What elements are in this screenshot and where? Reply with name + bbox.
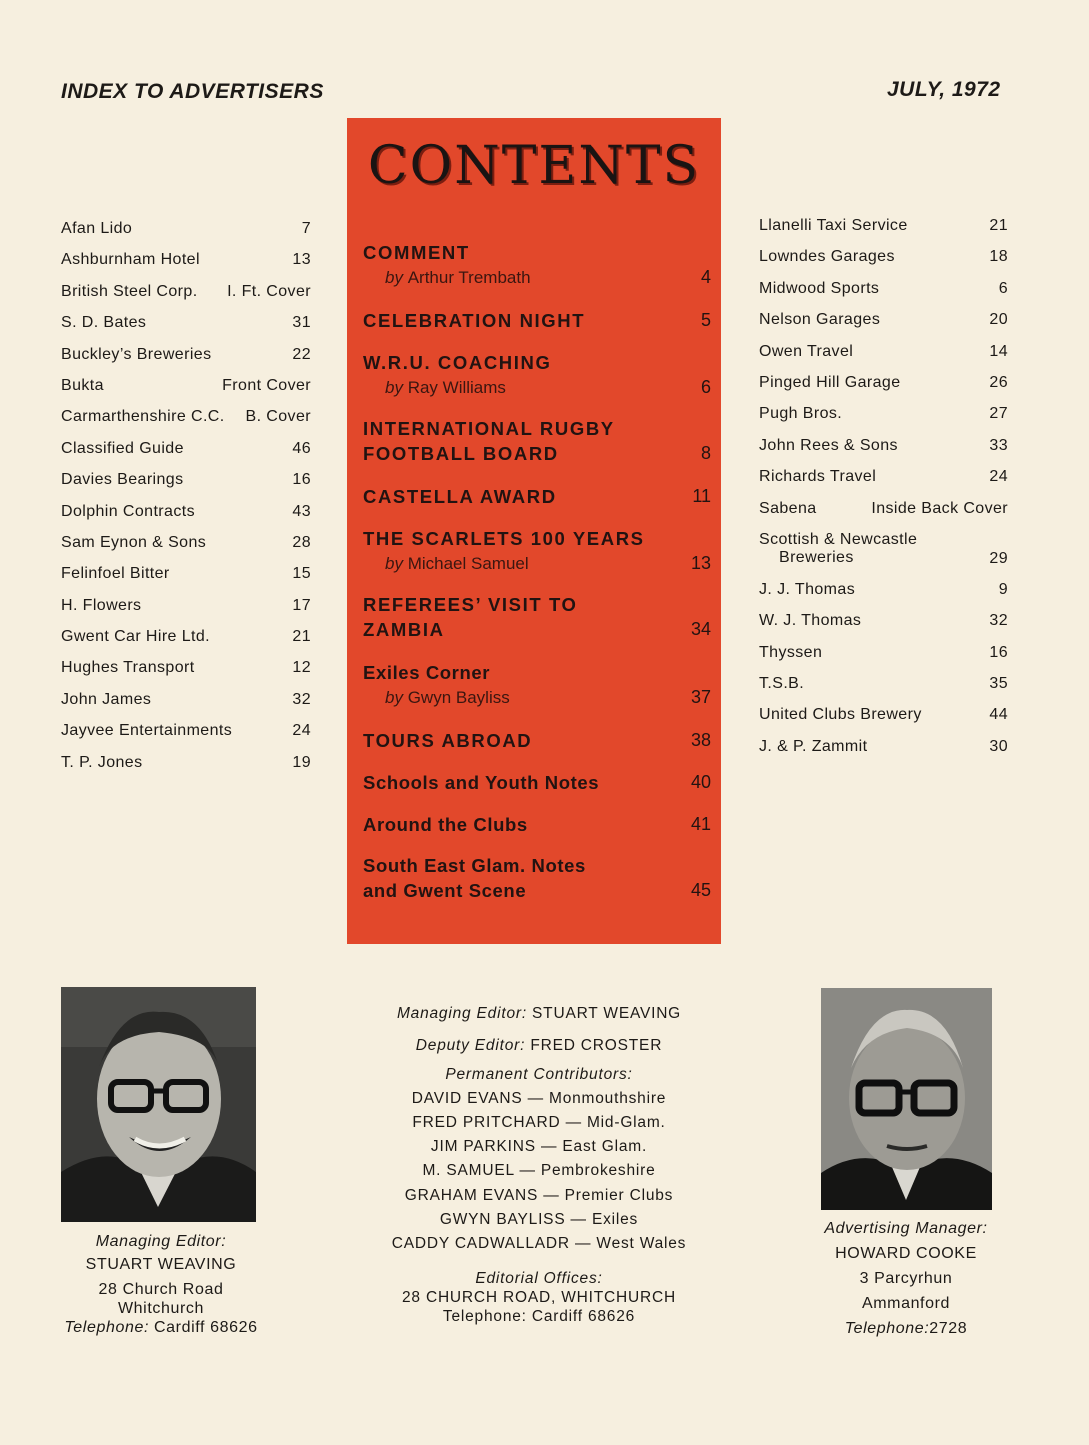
advertiser-page: 28 xyxy=(292,533,311,551)
advertiser-name: Bukta xyxy=(61,376,104,394)
advertiser-row xyxy=(759,612,1008,643)
advertiser-page: 44 xyxy=(989,706,1008,724)
contributors-list xyxy=(357,1087,721,1257)
contributor-line: GWYN BAYLISS — Exiles xyxy=(439,1210,639,1228)
contents-item xyxy=(363,416,711,466)
advertiser-row xyxy=(759,738,1008,769)
contents-item-byline xyxy=(363,551,711,576)
advertiser-list-left xyxy=(61,220,311,785)
contributor-line: GRAHAM EVANS — Premier Clubs xyxy=(404,1186,674,1204)
contents-item xyxy=(363,812,711,837)
contributor-line: DAVID EVANS — Monmouthshire xyxy=(411,1089,667,1107)
contributor-line: JIM PARKINS — East Glam. xyxy=(430,1138,648,1156)
advertiser-name: Carmarthenshire C.C. xyxy=(61,408,225,426)
advertiser-row xyxy=(759,437,1008,468)
advertiser-name: S. D. Bates xyxy=(61,314,147,332)
advertiser-name: Dolphin Contracts xyxy=(61,502,195,520)
contents-panel xyxy=(347,118,721,944)
advertiser-row xyxy=(61,283,311,314)
contents-item-title: W.R.U. COACHING xyxy=(363,352,552,373)
contents-item xyxy=(363,728,711,753)
advertiser-row xyxy=(759,280,1008,311)
advertiser-page: 13 xyxy=(292,251,311,269)
contents-item-byline xyxy=(363,375,711,400)
advertiser-name: Nelson Garages xyxy=(759,311,881,329)
contents-item-title: TOURS ABROAD xyxy=(363,730,533,751)
advertiser-name: Felinfoel Bitter xyxy=(61,565,170,583)
advertiser-name: Lowndes Garages xyxy=(759,248,895,266)
advertiser-row xyxy=(61,691,311,722)
advertiser-page: 32 xyxy=(292,690,311,708)
advertiser-row xyxy=(61,408,311,439)
advertiser-name: British Steel Corp. xyxy=(61,282,198,300)
advertiser-page: 21 xyxy=(989,217,1008,234)
advertiser-row xyxy=(759,248,1008,279)
left-caption-role: Managing Editor: xyxy=(95,1233,227,1250)
managing-editor-name: STUART WEAVING xyxy=(532,1005,682,1022)
contents-item-page: 41 xyxy=(690,814,711,834)
advertiser-page: 19 xyxy=(292,753,311,771)
advertiser-name: Afan Lido xyxy=(61,220,133,237)
advertiser-row xyxy=(759,343,1008,374)
advertiser-page: 33 xyxy=(989,436,1008,454)
advertiser-row xyxy=(759,374,1008,405)
advertiser-row xyxy=(61,440,311,471)
contents-item-title: South East Glam. Notes xyxy=(363,855,586,876)
contents-item xyxy=(363,592,711,642)
advertiser-page: B. Cover xyxy=(245,408,311,426)
advertiser-page: 17 xyxy=(292,596,311,614)
advertiser-row xyxy=(61,251,311,282)
advertiser-page: 21 xyxy=(292,628,311,646)
advertiser-name: T. P. Jones xyxy=(61,753,143,771)
advertiser-row xyxy=(759,644,1008,675)
contributor-line: FRED PRITCHARD — Mid-Glam. xyxy=(412,1113,666,1131)
advertising-manager-photo xyxy=(821,988,992,1210)
advertiser-row xyxy=(759,581,1008,612)
contents-item-title: INTERNATIONAL RUGBY xyxy=(363,418,615,439)
advertiser-row xyxy=(759,405,1008,436)
advertiser-name: Davies Bearings xyxy=(61,471,184,489)
advertiser-name: United Clubs Brewery xyxy=(759,706,922,724)
contents-item-page: 4 xyxy=(700,267,711,287)
advertiser-page: 32 xyxy=(989,612,1008,630)
right-caption-address1: 3 Parcyrhun xyxy=(859,1270,953,1287)
editorial-credits xyxy=(357,1002,721,1326)
contents-item-page: 13 xyxy=(690,553,711,573)
advertiser-row xyxy=(61,346,311,377)
contents-item-page: 6 xyxy=(700,377,711,397)
right-caption xyxy=(806,1216,1006,1341)
right-caption-tel-label: Telephone: xyxy=(844,1320,930,1337)
advertiser-page: 27 xyxy=(989,405,1008,423)
right-caption-tel-value: 2728 xyxy=(929,1320,968,1337)
advertiser-row xyxy=(759,311,1008,342)
contents-item xyxy=(363,770,711,795)
advertiser-name: W. J. Thomas xyxy=(759,612,862,630)
managing-editor-photo xyxy=(61,987,256,1222)
advertiser-name: Scottish & Newcastle xyxy=(759,530,918,548)
offices-label: Editorial Offices: xyxy=(475,1269,603,1287)
advertiser-page: 16 xyxy=(292,471,311,489)
advertiser-name: J. & P. Zammit xyxy=(759,737,868,755)
contents-item-author: Ray Williams xyxy=(407,378,506,397)
offices-address: 28 CHURCH ROAD, WHITCHURCH xyxy=(402,1288,676,1306)
advertiser-page: 18 xyxy=(989,248,1008,266)
right-caption-name: HOWARD COOKE xyxy=(835,1245,977,1262)
advertiser-name: Pugh Bros. xyxy=(759,405,843,423)
advertiser-page: 24 xyxy=(292,722,311,740)
contents-item xyxy=(363,853,711,903)
advertiser-name: Thyssen xyxy=(759,643,823,661)
advertiser-name: Classified Guide xyxy=(61,439,184,457)
advertiser-name: John James xyxy=(61,690,152,708)
advertiser-row xyxy=(61,565,311,596)
contents-item-title: CASTELLA AWARD xyxy=(363,486,557,507)
contents-item-byline-prefix: by xyxy=(385,378,403,397)
advertiser-page: 12 xyxy=(292,659,311,677)
contents-item-author: Arthur Trembath xyxy=(407,268,531,287)
advertiser-name: H. Flowers xyxy=(61,596,142,614)
contents-item-author: Gwyn Bayliss xyxy=(407,688,510,707)
contents-item xyxy=(363,660,711,710)
left-caption-tel-value: Cardiff 68626 xyxy=(154,1319,258,1336)
advertiser-name: Jayvee Entertainments xyxy=(61,722,233,740)
offices-telephone: Telephone: Cardiff 68626 xyxy=(442,1307,636,1325)
advertiser-row xyxy=(61,754,311,785)
contents-item-title: and Gwent Scene xyxy=(363,880,527,901)
contents-item-page: 38 xyxy=(690,730,711,750)
contents-item-byline-prefix: by xyxy=(385,688,403,707)
contents-item-page: 45 xyxy=(690,880,711,900)
left-caption xyxy=(61,1232,261,1337)
advertiser-page: 22 xyxy=(292,345,311,363)
advertiser-page: 26 xyxy=(989,373,1008,391)
advertiser-page: 30 xyxy=(989,737,1008,755)
deputy-editor-name: FRED CROSTER xyxy=(530,1036,663,1054)
advertiser-row xyxy=(61,659,311,690)
advertiser-page: 15 xyxy=(292,565,311,583)
contents-item-page: 40 xyxy=(690,772,711,792)
advertiser-name: Richards Travel xyxy=(759,468,877,486)
managing-editor-label: Managing Editor: xyxy=(396,1005,527,1022)
advertiser-name: Buckley’s Breweries xyxy=(61,345,212,363)
advertiser-page: 35 xyxy=(989,675,1008,693)
advertiser-page: 46 xyxy=(292,439,311,457)
contents-item-title: COMMENT xyxy=(363,242,470,263)
advertiser-row xyxy=(759,217,1008,248)
left-caption-address2: Whitchurch xyxy=(117,1300,205,1317)
advertiser-row xyxy=(61,503,311,534)
advertiser-list-right xyxy=(759,217,1008,769)
contents-item-title: REFEREES’ VISIT TO xyxy=(363,594,578,615)
advertiser-row xyxy=(61,722,311,753)
advertiser-page: 29 xyxy=(989,549,1008,567)
advertiser-page: 31 xyxy=(292,314,311,332)
contents-item xyxy=(363,240,711,290)
advertiser-row xyxy=(61,377,311,408)
deputy-editor-label: Deputy Editor: xyxy=(415,1036,526,1054)
advertiser-name: Owen Travel xyxy=(759,342,854,360)
left-caption-name: STUART WEAVING xyxy=(85,1256,237,1273)
contents-item xyxy=(363,526,711,576)
advertiser-page: 24 xyxy=(989,468,1008,486)
advertiser-page: 20 xyxy=(989,311,1008,329)
advertiser-row xyxy=(61,471,311,502)
left-caption-tel-label: Telephone: xyxy=(64,1319,149,1336)
advertiser-row xyxy=(61,314,311,345)
contents-item-author: Michael Samuel xyxy=(407,554,529,573)
contributor-line: CADDY CADWALLADR — West Wales xyxy=(391,1235,687,1253)
advertiser-name: Gwent Car Hire Ltd. xyxy=(61,628,210,646)
advertiser-row xyxy=(61,220,311,251)
advertiser-row xyxy=(61,597,311,628)
advertiser-row xyxy=(61,534,311,565)
contents-item xyxy=(363,350,711,400)
advertiser-page: 43 xyxy=(292,502,311,520)
contents-item-page: 37 xyxy=(690,687,711,707)
contents-item-byline-prefix: by xyxy=(385,268,403,287)
contributors-label: Permanent Contributors: xyxy=(445,1066,633,1083)
advertiser-name: Hughes Transport xyxy=(61,659,195,677)
contents-item-page: 8 xyxy=(700,443,711,463)
advertiser-name: Pinged Hill Garage xyxy=(759,373,901,391)
contents-title: CONTENTS xyxy=(367,136,701,196)
index-heading: INDEX TO ADVERTISERS xyxy=(61,80,324,103)
contents-item-title: Exiles Corner xyxy=(363,662,491,683)
advertiser-row xyxy=(759,675,1008,706)
contents-item-title: ZAMBIA xyxy=(363,619,445,640)
contributor-line: M. SAMUEL — Pembrokeshire xyxy=(422,1162,656,1180)
advertiser-page: 9 xyxy=(998,580,1008,598)
advertiser-name: John Rees & Sons xyxy=(759,436,898,454)
advertiser-row xyxy=(61,628,311,659)
advertiser-name-continued: Breweries xyxy=(779,548,854,566)
contents-item-byline xyxy=(363,685,711,710)
advertiser-name: T.S.B. xyxy=(759,675,805,693)
contents-item xyxy=(363,308,711,333)
advertiser-page: I. Ft. Cover xyxy=(227,282,311,300)
advertiser-name: Ashburnham Hotel xyxy=(61,251,200,269)
contents-item-page: 11 xyxy=(692,486,711,506)
contents-item xyxy=(363,484,711,509)
advertiser-page: 14 xyxy=(989,342,1008,360)
right-caption-role: Advertising Manager: xyxy=(824,1220,988,1237)
right-caption-address2: Ammanford xyxy=(861,1295,951,1312)
contents-item-title: THE SCARLETS 100 YEARS xyxy=(363,528,645,549)
contents-item-title: Around the Clubs xyxy=(363,814,528,835)
advertiser-page: Inside Back Cover xyxy=(871,499,1008,517)
contents-item-title: CELEBRATION NIGHT xyxy=(363,310,586,331)
issue-date: JULY, 1972 xyxy=(887,78,1001,101)
advertiser-page: 6 xyxy=(998,279,1008,297)
advertiser-row xyxy=(759,500,1008,531)
advertiser-name: Llanelli Taxi Service xyxy=(759,217,908,234)
advertiser-name: J. J. Thomas xyxy=(759,580,856,598)
advertiser-name: Sabena xyxy=(759,499,817,517)
contents-item-byline-prefix: by xyxy=(385,554,403,573)
contents-item-byline xyxy=(363,265,711,290)
advertiser-row xyxy=(759,706,1008,737)
advertiser-name: Midwood Sports xyxy=(759,279,880,297)
advertiser-row xyxy=(759,468,1008,499)
contents-item-page: 5 xyxy=(700,310,711,330)
left-caption-address1: 28 Church Road xyxy=(98,1281,224,1298)
advertiser-page: 16 xyxy=(989,643,1008,661)
advertiser-page: 7 xyxy=(301,220,311,237)
advertiser-page: Front Cover xyxy=(222,376,311,394)
contents-item-title: FOOTBALL BOARD xyxy=(363,443,559,464)
advertiser-row xyxy=(759,531,1008,581)
contents-item-title: Schools and Youth Notes xyxy=(363,772,600,793)
advertiser-name: Sam Eynon & Sons xyxy=(61,533,207,551)
contents-item-page: 34 xyxy=(690,619,711,639)
